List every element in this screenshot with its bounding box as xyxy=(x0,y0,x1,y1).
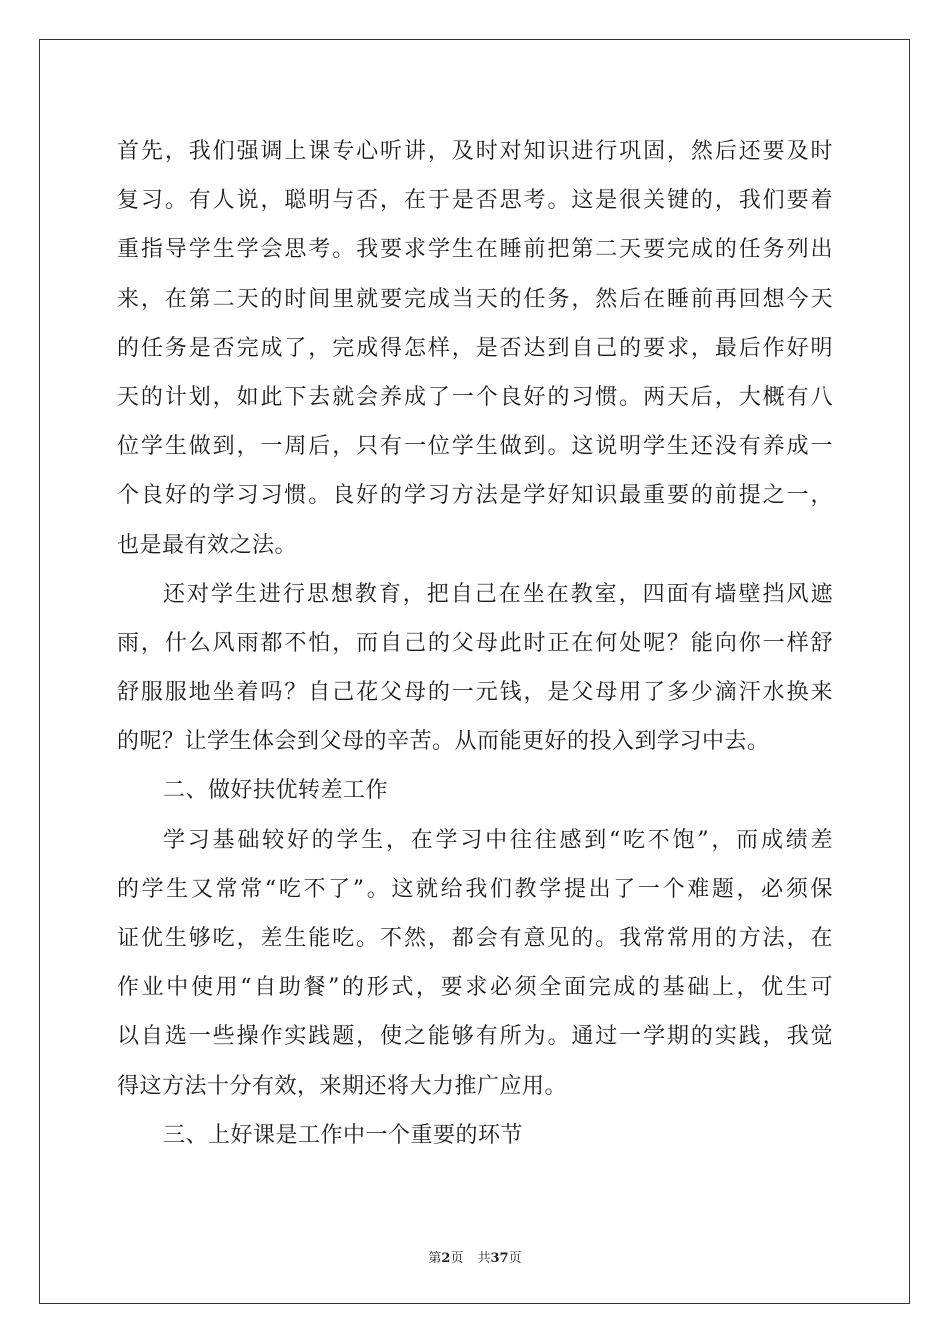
paragraph-1 xyxy=(117,127,833,570)
text-line: 舒服服地坐着吗？自己花父母的一元钱，是父母用了多少滴汗水换来 xyxy=(117,680,833,706)
text-line: 天的计划，如此下去就会养成了一个良好的习惯。两天后，大概有八 xyxy=(117,384,833,410)
text-line: 来，在第二天的时间里就要完成当天的任务，然后在睡前再回想今天 xyxy=(117,286,833,312)
text-line: 雨，什么风雨都不怕，而自己的父母此时正在何处呢？能向你一样舒 xyxy=(117,630,833,656)
text-line: 首先，我们强调上课专心听讲，及时对知识进行巩固，然后还要及时 xyxy=(117,139,833,164)
text-line: 得这方法十分有效，来期还将大力推广应用。 xyxy=(117,1073,568,1099)
paragraph-3 xyxy=(117,816,833,1111)
text-line: 位学生做到，一周后，只有一位学生做到。这说明学生还没有养成一 xyxy=(117,434,833,460)
text-line: 复习。有人说，聪明与否，在于是否思考。这是很关键的，我们要着 xyxy=(117,188,833,214)
section-heading-3: 三、上好课是工作中一个重要的环节 xyxy=(163,1122,524,1148)
text-line: 以自选一些操作实践题，使之能够有所为。通过一学期的实践，我觉 xyxy=(117,1024,833,1050)
text-line: 作业中使用“自助餐”的形式，要求必须全面完成的基础上，优生可 xyxy=(117,975,833,1001)
section-heading-2: 二、做好扶优转差工作 xyxy=(163,778,389,804)
text-line: 的呢？让学生体会到父母的辛苦。从而能更好的投入到学习中去。 xyxy=(117,729,770,755)
text-line: 个良好的学习习惯。良好的学习方法是学好知识最重要的前提之一， xyxy=(117,483,833,509)
page-number: 2 xyxy=(441,1251,451,1266)
text-line: 也是最有效之法。 xyxy=(117,532,298,558)
page-footer xyxy=(0,1247,950,1266)
total-prefix: 共 xyxy=(477,1251,491,1266)
text-line: 重指导学生学会思考。我要求学生在睡前把第二天要完成的任务列出 xyxy=(117,237,833,263)
text-line: 证优生够吃，差生能吃。不然，都会有意见的。我常常用的方法，在 xyxy=(117,926,833,951)
total-suffix: 页 xyxy=(508,1251,522,1266)
page-suffix: 页 xyxy=(450,1251,464,1266)
page-prefix: 第 xyxy=(428,1251,442,1266)
text-line: 的学生又常常“吃不了”。这就给我们教学提出了一个难题，必须保 xyxy=(117,876,833,902)
total-pages: 37 xyxy=(490,1251,509,1266)
text-line: 的任务是否完成了，完成得怎样，是否达到自己的要求，最后作好明 xyxy=(117,335,833,361)
paragraph-2 xyxy=(117,570,833,767)
text-line: 学习基础较好的学生，在学习中往往感到“吃不饱”，而成绩差 xyxy=(163,827,833,853)
document-body xyxy=(117,127,833,1160)
text-line: 还对学生进行思想教育，把自己在坐在教室，四面有墙壁挡风遮 xyxy=(163,581,833,607)
